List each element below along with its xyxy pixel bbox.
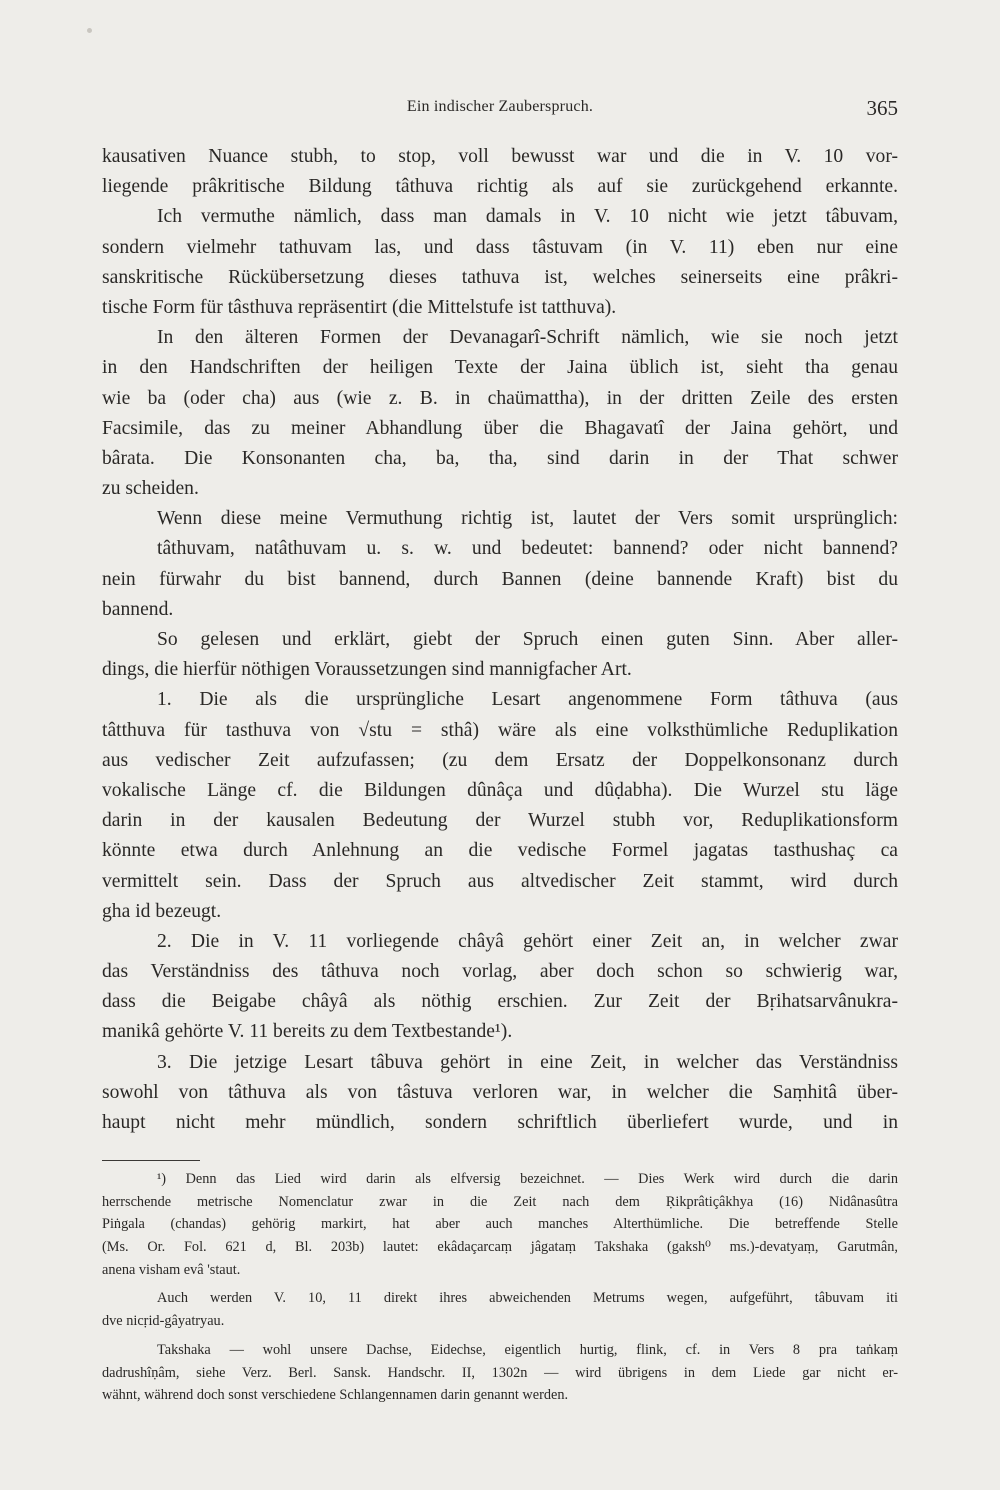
- footnote-paragraph: [102, 1339, 898, 1407]
- text-line: tâthuvam, natâthuvam u. s. w. und bedeutet: bannend? oder nicht bannend?: [157, 538, 898, 560]
- text-line: in den Handschriften der heiligen Texte der Jaina üblich ist, sieht tha genau: [102, 357, 898, 379]
- footnotes: [102, 1168, 898, 1407]
- text-line: sanskritische Rückübersetzung dieses tathuva ist, welches seinerseits eine prâkri-: [102, 266, 898, 288]
- text-line: zu scheiden.: [102, 478, 199, 500]
- text-line: gha id bezeugt.: [102, 900, 222, 922]
- page-header: [102, 94, 898, 124]
- paper-spot: [87, 28, 92, 33]
- footnote-separator: [102, 1160, 200, 1161]
- running-head: Ein indischer Zauberspruch.: [406, 98, 594, 115]
- text-line: vokalische Länge cf. die Bildungen dûnâça und dûḍabha). Die Wurzel stu läge: [102, 779, 898, 801]
- footnote-paragraph: [102, 1168, 898, 1281]
- text-line: tische Form für tâsthuva repräsentirt (die Mittelstufe ist tatthuva).: [102, 296, 617, 318]
- footnote-line: ¹) Denn das Lied wird darin als elfversig bezeichnet. — Dies Werk wird durch die darin: [157, 1171, 898, 1187]
- main-text: [102, 142, 898, 1138]
- text-line: sowohl von tâthuva als von tâstuva verloren war, in welcher die Saṃhitâ über-: [102, 1081, 898, 1103]
- text-line: In den älteren Formen der Devanagarî-Schrift nämlich, wie sie noch jetzt: [157, 327, 898, 349]
- text-line: bannend.: [102, 598, 174, 620]
- text-line: aus vedischer Zeit aufzufassen; (zu dem Ersatz der Doppelkonsonanz durch: [102, 749, 898, 771]
- text-line: das Verständniss des tâthuva noch vorlag, aber doch schon so schwierig war,: [102, 961, 898, 983]
- text-line: Ich vermuthe nämlich, dass man damals in V. 10 nicht wie jetzt tâbuvam,: [157, 206, 898, 228]
- text-line: vermittelt sein. Dass der Spruch aus altvedischer Zeit stammt, wird durch: [102, 870, 898, 892]
- text-line: nein fürwahr du bist bannend, durch Bannen (deine bannende Kraft) bist du: [102, 568, 898, 590]
- text-line: darin in der kausalen Bedeutung der Wurzel stubh vor, Reduplikationsform: [102, 810, 898, 832]
- footnote-line: Auch werden V. 10, 11 direkt ihres abweichenden Metrums wegen, aufgeführt, tâbuvam iti: [157, 1290, 898, 1307]
- footnote-line: herrschende metrische Nomenclatur zwar in die Zeit nach dem Ṛikprâtiçâkhya (16) Nidânasûtra: [102, 1193, 898, 1210]
- text-line: manikâ gehörte V. 11 bereits zu dem Textbestande¹).: [102, 1021, 513, 1043]
- text-line: wie ba (oder cha) aus (wie z. B. in chaümattha), in der dritten Zeile des ersten: [102, 387, 898, 409]
- text-line: liegende prâkritische Bildung tâthuva richtig als auf sie zurückgehend erkannte.: [102, 176, 898, 198]
- text-line: So gelesen und erklärt, giebt der Spruch einen guten Sinn. Aber aller-: [157, 629, 898, 650]
- text-line: kausativen Nuance stubh, to stop, voll bewusst war und die in V. 10 vor-: [102, 146, 898, 167]
- text-line: 2. Die in V. 11 vorliegende châyâ gehört einer Zeit an, in welcher zwar: [157, 930, 898, 952]
- footnote-paragraph: [102, 1287, 898, 1332]
- text-line: dass die Beigabe châyâ als nöthig erschien. Zur Zeit der Bṛihatsarvânukra-: [102, 991, 898, 1013]
- text-line: Facsimile, das zu meiner Abhandlung über die Bhagavatî der Jaina gehört, und: [102, 417, 898, 439]
- text-line: könnte etwa durch Anlehnung an die vedische Formel jagatas tasthushaç ca: [102, 840, 898, 862]
- footnote-line: anena visham evâ 'staut.: [102, 1261, 241, 1278]
- text-line: Wenn diese meine Vermuthung richtig ist, lautet der Vers somit ursprünglich:: [157, 508, 898, 530]
- footnote-line: wähnt, während doch sonst verschiedene Schlangennamen darin genannt werden.: [102, 1387, 569, 1404]
- footnote-line: dadrushîṇâm, siehe Verz. Berl. Sansk. Handschr. II, 1302n — wird übrigens in dem Liede gar nicht er-: [102, 1364, 898, 1381]
- text-line: tâtthuva für tasthuva von √stu = sthâ) wäre als eine volksthümliche Reduplikation: [102, 719, 898, 741]
- text-line: haupt nicht mehr mündlich, sondern schriftlich überliefert wurde, und in: [102, 1112, 898, 1133]
- text-line: dings, die hierfür nöthigen Voraussetzungen sind mannigfacher Art.: [102, 659, 632, 681]
- footnote-line: dve nicṛid-gâyatryau.: [102, 1313, 225, 1330]
- footnote-line: Piṅgala (chandas) gehörig markirt, hat aber auch manches Alterthümliche. Die betreffende Stelle: [102, 1216, 898, 1233]
- text-line: bârata. Die Konsonanten cha, ba, tha, sind darin in der That schwer: [102, 447, 898, 469]
- page-number: 365: [866, 96, 898, 120]
- text-line: 1. Die als die ursprüngliche Lesart angenommene Form tâthuva (aus: [157, 689, 898, 711]
- text-line: sondern vielmehr tathuvam las, und dass tâstuvam (in V. 11) eben nur eine: [102, 236, 898, 258]
- footnote-line: (Ms. Or. Fol. 621 d, Bl. 203b) lautet: ekâdaçarcaṃ jâgataṃ Takshaka (gaksh⁰ ms.)-devatyaṃ, Garutmân,: [102, 1239, 898, 1256]
- footnote-line: Takshaka — wohl unsere Dachse, Eidechse, eigentlich hurtig, flink, cf. in Vers 8 pra taṅkaṃ: [157, 1341, 898, 1358]
- text-line: 3. Die jetzige Lesart tâbuva gehört in eine Zeit, in welcher das Verständniss: [157, 1051, 898, 1073]
